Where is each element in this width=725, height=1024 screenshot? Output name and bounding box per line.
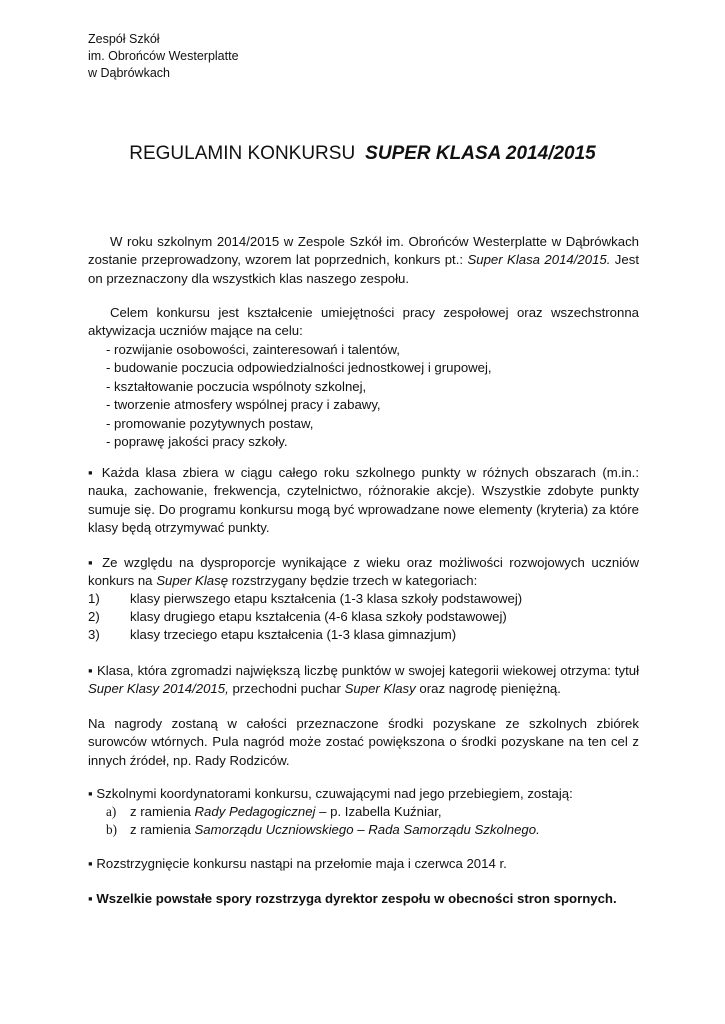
category-item	[88, 626, 456, 644]
category-number: 3)	[88, 627, 100, 642]
categories-text: ▪ Ze względu na dysproporcje wynikające z wieku oraz możliwości rozwojowych uczniów konkurs na	[88, 555, 639, 589]
coordinator-letter: a)	[106, 804, 117, 819]
coordinator-item	[106, 803, 442, 821]
goals-list	[106, 341, 492, 451]
category-item	[88, 608, 507, 626]
prize-paragraph	[88, 662, 639, 699]
coordinator-person: – p. Izabella Kuźniar,	[315, 804, 442, 819]
intro-text: W roku szkolnym 2014/2015 w Zespole Szkół im. Obrońców Westerplatte w Dąbrówkach zostanie przeprowadzony, wzorem lat poprzednich, konkurs pt.:	[88, 234, 639, 268]
goals-intro: Celem konkursu jest kształcenie umiejętności pracy zespołowej oraz wszechstronna aktywizacja uczniów mające na celu:	[88, 305, 639, 339]
coordinator-body: Samorządu Uczniowskiego – Rada Samorządu Szkolnego.	[194, 822, 540, 837]
title-prefix: REGULAMIN KONKURSU	[129, 143, 356, 164]
category-text: klasy drugiego etapu kształcenia (4-6 klasa szkoły podstawowej)	[130, 609, 507, 624]
coordinator-text: z ramienia	[130, 822, 195, 837]
title-contest-name: SUPER KLASA 2014/2015	[365, 143, 596, 164]
school-location: w Dąbrówkach	[88, 66, 170, 80]
prize-cup-name: Super Klasy	[344, 681, 416, 697]
intro-text-end: Jest on przeznaczony dla wszystkich klas naszego zespołu.	[88, 252, 639, 286]
disputes-paragraph: ▪ Wszelkie powstałe spory rozstrzyga dyrektor zespołu w obecności stron spornych.	[88, 891, 617, 906]
coordinator-body: Rady Pedagogicznej	[194, 804, 316, 819]
prize-text: ▪ Klasa, która zgromadzi największą liczbę punktów w swojej kategorii wiekowej otrzyma: tytuł	[88, 663, 639, 678]
categories-text-end: rozstrzygany będzie trzech w kategoriach:	[228, 573, 478, 589]
category-text: klasy pierwszego etapu kształcenia (1-3 klasa szkoły podstawowej)	[130, 591, 523, 606]
prize-text-end: oraz nagrodę pieniężną.	[415, 681, 561, 697]
funds-paragraph: Na nagrody zostaną w całości przeznaczone środki pozyskane ze szkolnych zbiórek surowców wtórnych. Pula nagród może zostać powiększona o środki pozyskane na ten cel z innych źródeł, np. Rady Rodziców.	[88, 716, 639, 768]
document-title	[0, 143, 725, 165]
list-item: - kształtowanie poczucia wspólnoty szkolnej,	[106, 378, 367, 394]
coordinator-text: z ramienia	[130, 804, 195, 819]
school-name: Zespół Szkół	[88, 32, 160, 46]
category-item	[88, 590, 522, 608]
coordinator-letter: b)	[106, 822, 117, 837]
points-paragraph: ▪ Każda klasa zbiera w ciągu całego roku szkolnego punkty w różnych obszarach (m.in.: nauka, zachowanie, frekwencja, czytelnictwo, różnorakie akcje). Wszystkie zdobyte punkty sumuje się. Do programu konkursu mogą być wprowadzane nowe elementy (kryteria) za które klasy będą otrzymywać punkty.	[88, 465, 639, 536]
intro-paragraph	[88, 233, 639, 288]
prize-title: Super Klasy 2014/2015,	[88, 681, 229, 697]
prize-text-mid: przechodni puchar	[228, 681, 345, 697]
categories-intro	[88, 554, 639, 591]
coordinators-intro: ▪ Szkolnymi koordynatorami konkursu, czuwającymi nad jego przebiegiem, zostają:	[88, 786, 573, 801]
list-item: - budowanie poczucia odpowiedzialności jednostkowej i grupowej,	[106, 360, 492, 376]
school-header	[88, 31, 239, 82]
intro-contest-name: Super Klasa 2014/2015.	[467, 252, 611, 268]
list-item: - tworzenie atmosfery wspólnej pracy i zabawy,	[106, 397, 381, 413]
resolution-paragraph: ▪ Rozstrzygnięcie konkursu nastąpi na przełomie maja i czerwca 2014 r.	[88, 856, 507, 871]
list-item: - rozwijanie osobowości, zainteresowań i talentów,	[106, 342, 400, 357]
category-text: klasy trzeciego etapu kształcenia (1-3 klasa gimnazjum)	[130, 627, 457, 642]
school-patron: im. Obrońców Westerplatte	[88, 49, 239, 63]
list-item: - poprawę jakości pracy szkoły.	[106, 434, 288, 450]
category-number: 1)	[88, 591, 100, 606]
coordinator-item	[106, 821, 540, 839]
categories-contest-name: Super Klasę	[156, 573, 229, 589]
category-number: 2)	[88, 609, 100, 624]
list-item: - promowanie pozytywnych postaw,	[106, 415, 314, 431]
